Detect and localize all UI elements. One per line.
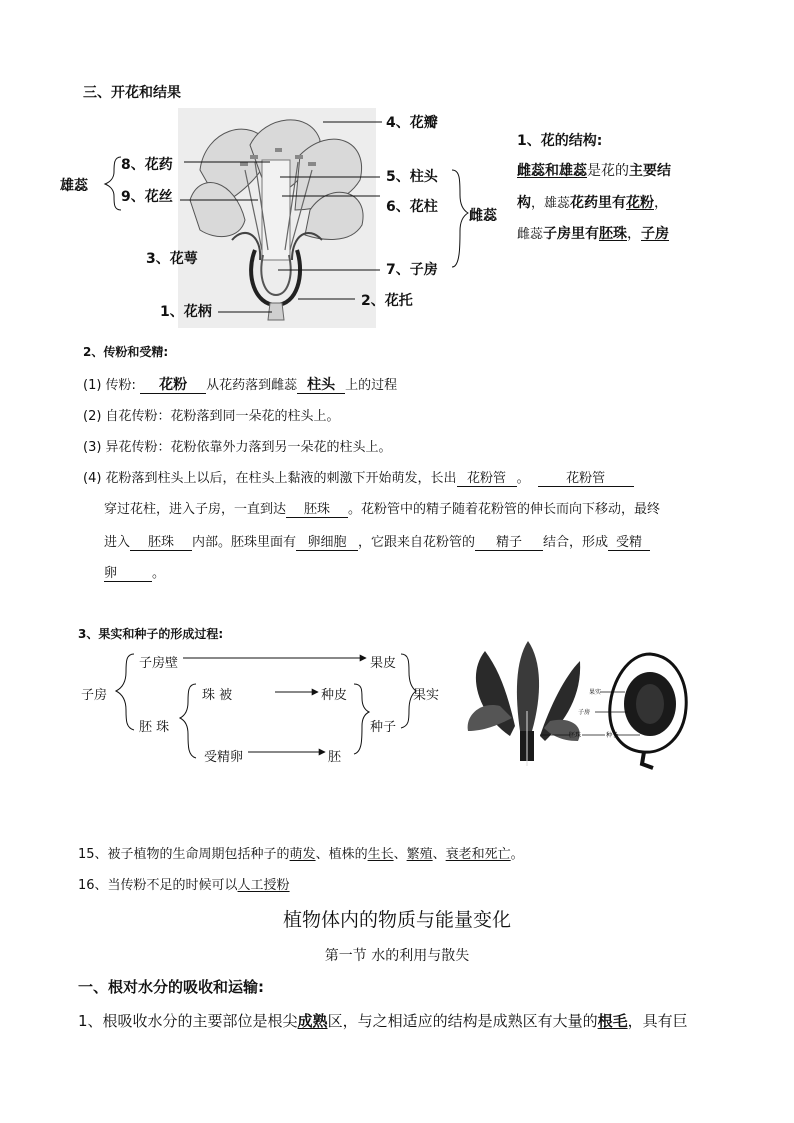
static-text: 结合，形成	[543, 535, 609, 550]
label-filament: 9、花丝	[121, 189, 173, 205]
static-text: 、植株的	[315, 847, 368, 862]
answer-blank: 受精	[608, 535, 650, 551]
static-text: (1) 传粉:	[83, 378, 136, 393]
pollination-item3: (3) 异花传粉：花粉依靠外力落到另一朵花的柱头上。	[83, 440, 392, 455]
static-text: (4) 花粉落到柱头上以后，在柱头上黏液的刺激下开始萌发，长出	[83, 471, 457, 486]
flower-structure-heading: 1、花的结构:	[517, 133, 603, 149]
pollination-item4-line1	[83, 467, 634, 487]
item-16	[78, 874, 290, 893]
answer-text: 胚珠	[599, 226, 628, 242]
static-text: 是花的	[587, 163, 629, 179]
flow-fruit: 果实	[413, 688, 440, 703]
answer-text: 主要结	[629, 163, 671, 179]
photo-label-ovule: 胚珠	[569, 732, 582, 739]
flow-ovary: 子房	[81, 688, 108, 703]
answer-text: 子房里有	[543, 226, 600, 242]
photo-label-fruit: 果实	[589, 689, 602, 696]
pollination-item4-line2	[104, 498, 660, 518]
static-text: 区，与之相适应的结构是成熟区有大量的	[327, 1012, 598, 1030]
pollination-item4-line3	[104, 531, 650, 551]
answer-text: 繁殖	[406, 847, 433, 862]
flow-ovary-wall: 子房壁	[139, 656, 179, 671]
photo-label-seed: 种子	[606, 732, 619, 739]
static-text: 。	[516, 471, 530, 486]
static-text: 。	[510, 847, 524, 862]
answer-blank: 柱头	[297, 378, 345, 394]
static-text: 内部。胚珠里面有	[192, 535, 297, 550]
pollination-item1	[83, 374, 397, 394]
flower-diagram	[0, 100, 500, 335]
photo-label-ovary: 子房	[578, 709, 591, 716]
answer-blank: 花粉管	[457, 471, 517, 487]
answer-text: 根毛	[597, 1012, 628, 1030]
flow-ovule: 胚 珠	[139, 720, 170, 735]
pollination-heading: 2、传粉和受精:	[83, 345, 169, 359]
label-receptacle: 2、花托	[361, 293, 413, 309]
flow-seed: 种子	[370, 720, 397, 735]
flower-structure-line1	[517, 160, 671, 180]
answer-text: 花药里有	[570, 195, 627, 211]
answer-blank: 花粉	[140, 378, 206, 394]
answer-text: 成熟	[297, 1012, 328, 1030]
static-text: 16、当传粉不足的时候可以	[78, 878, 238, 893]
section-title: 第一节 水的利用与散失	[324, 948, 470, 964]
flow-pericarp: 果皮	[370, 656, 397, 671]
answer-text: 子房	[641, 226, 670, 242]
answer-text: 构	[517, 195, 531, 211]
static-text: 15、被子植物的生命周期包括种子的	[78, 847, 290, 862]
flow-embryo: 胚	[328, 750, 342, 765]
part1-line	[78, 1010, 688, 1031]
chapter-title: 植物体内的物质与能量变化	[282, 909, 511, 931]
static-text: 1、根吸收水分的主要部位是根尖	[78, 1012, 298, 1030]
answer-blank: 卵	[104, 566, 152, 582]
label-ovary: 7、子房	[386, 262, 438, 278]
label-anther: 8、花药	[121, 157, 173, 173]
pollination-item4-line4	[104, 562, 165, 582]
answer-blank: 胚珠	[130, 535, 192, 551]
part1-heading: 一、根对水分的吸收和运输:	[78, 978, 264, 996]
answer-text: 衰老和死亡	[445, 847, 511, 862]
answer-blank: 精子	[475, 535, 543, 551]
answer-text: 雌蕊和雄蕊	[517, 163, 587, 179]
static-text: ，	[627, 226, 642, 242]
flower-structure-line2	[517, 192, 668, 212]
answer-text: 花粉	[626, 195, 655, 211]
label-petal: 4、花瓣	[386, 115, 438, 131]
flower-structure-line3	[517, 223, 669, 243]
static-text: ，	[654, 195, 669, 211]
item-15	[78, 843, 524, 862]
answer-blank: 卵细胞	[296, 535, 358, 551]
static-text: 从花药落到雌蕊	[206, 378, 298, 393]
label-pedicel: 1、花柄	[160, 304, 212, 320]
answer-text: 人工授粉	[237, 878, 290, 893]
fruit-illustration	[460, 636, 696, 770]
flower-sketch-shape	[468, 641, 581, 766]
fruit-seed-heading: 3、果实和种子的形成过程:	[78, 627, 224, 641]
answer-text: 生长	[367, 847, 394, 862]
static-text: 进入	[104, 535, 131, 550]
static-text: 。花粉管中的精子随着花粉管的伸长而向下移动，最终	[348, 502, 661, 517]
section-title: 三、开花和结果	[83, 85, 181, 101]
flow-fertilized-egg: 受精卵	[204, 750, 244, 765]
answer-text: 萌发	[289, 847, 316, 862]
static-text: 、	[393, 847, 407, 862]
label-stigma: 5、柱头	[386, 169, 438, 185]
static-text: 。	[152, 566, 166, 581]
label-style: 6、花柱	[386, 199, 438, 215]
static-text: 雌蕊	[517, 227, 544, 242]
static-text: ，雄蕊	[531, 196, 571, 211]
label-stamen-group: 雄蕊	[60, 178, 88, 194]
pollination-item2: (2) 自花传粉：花粉落到同一朵花的柱头上。	[83, 409, 340, 424]
label-sepal: 3、花萼	[146, 251, 198, 267]
fruit-section-shape	[610, 654, 686, 768]
static-text: 、	[432, 847, 446, 862]
static-text: ，它跟来自花粉管的	[358, 535, 476, 550]
static-text: ，具有巨	[627, 1012, 688, 1030]
flow-integument: 珠 被	[202, 688, 233, 703]
static-text: 穿过花柱，进入子房，一直到达	[104, 502, 287, 517]
answer-blank: 胚珠	[286, 502, 348, 518]
static-text: 上的过程	[345, 378, 398, 393]
flow-seed-coat: 种皮	[321, 688, 348, 703]
label-pistil-group: 雌蕊	[469, 208, 497, 224]
answer-blank: 花粉管	[538, 471, 634, 487]
